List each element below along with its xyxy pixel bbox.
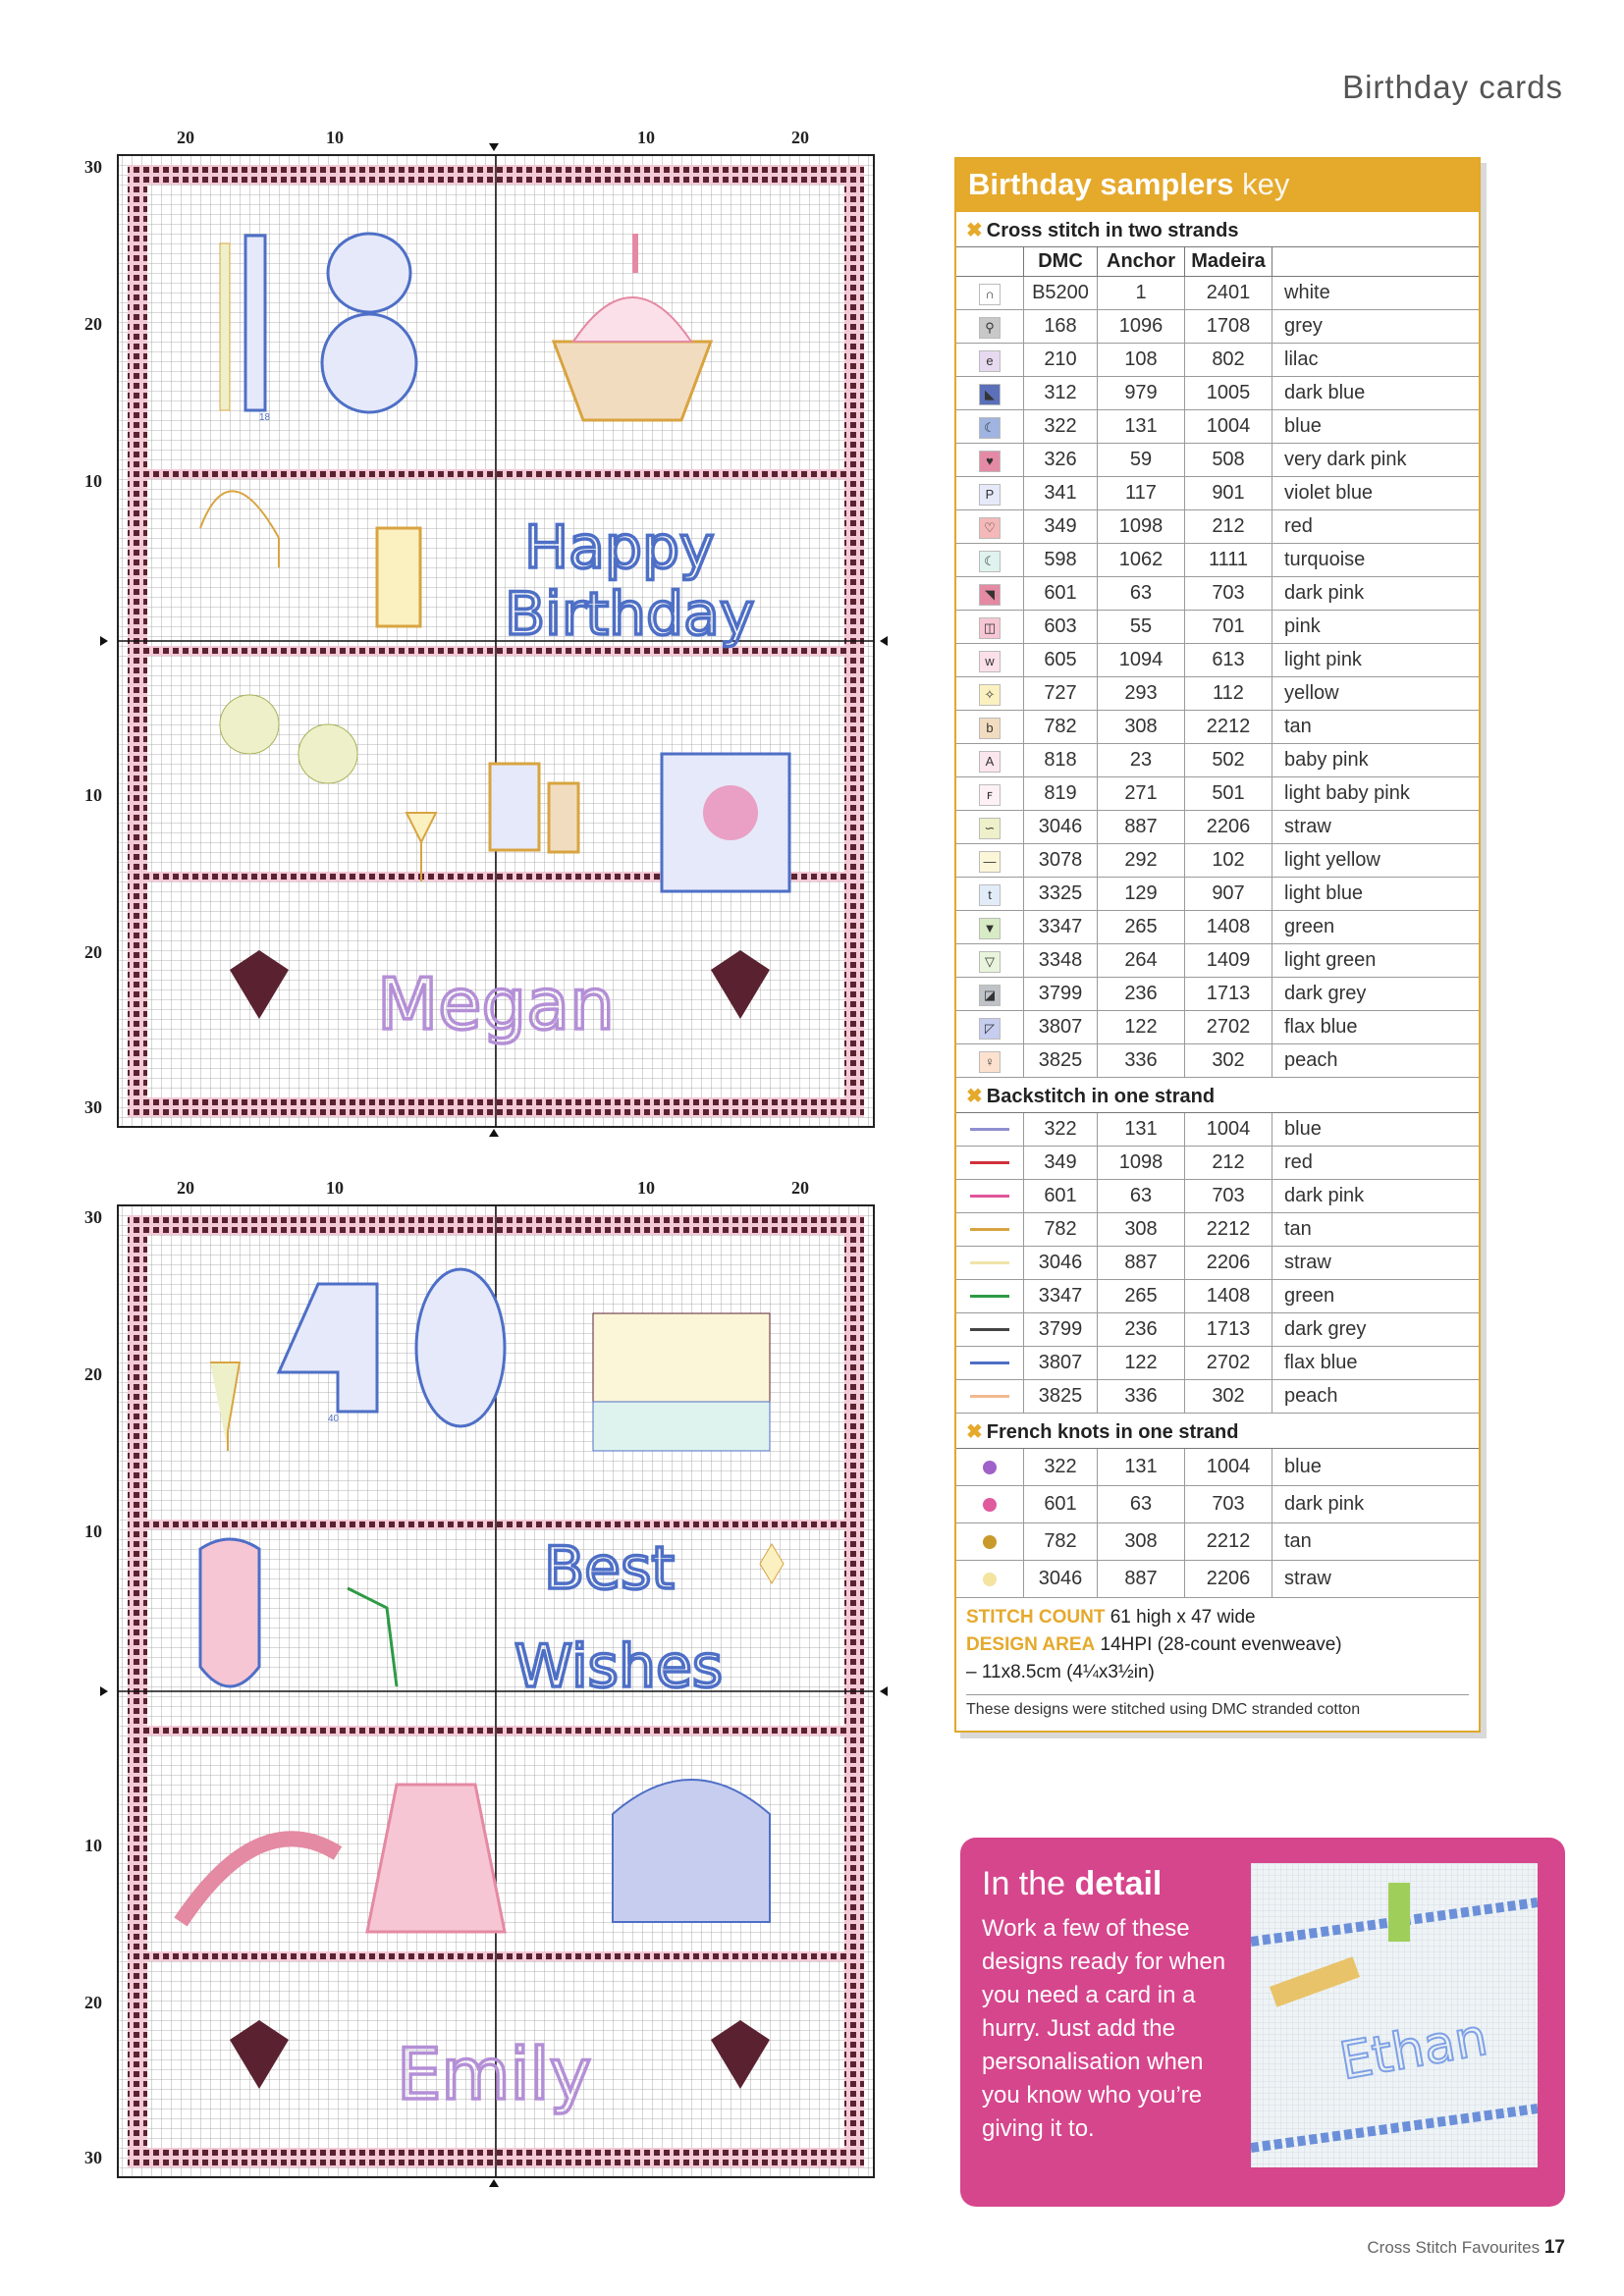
thread-key-panel [954, 157, 1481, 1733]
key-title: Birthday samplers key [956, 159, 1479, 212]
backstitch-row [956, 1313, 1479, 1347]
thread-colour-name: dark pink [1272, 577, 1480, 611]
thread-madeira: 701 [1185, 611, 1272, 644]
french-knots-heading: ✖ French knots in one strand [956, 1414, 1479, 1449]
cross-stitch-row [956, 410, 1479, 444]
thread-anchor: 1096 [1098, 310, 1185, 344]
greeting-best: Best [544, 1534, 675, 1603]
chart-40-emily [82, 1176, 897, 2207]
thread-madeira: 212 [1185, 510, 1272, 544]
name-megan: Megan [377, 963, 615, 1045]
thread-madeira: 112 [1185, 677, 1272, 711]
backstitch-line-icon [970, 1228, 1009, 1231]
thread-anchor: 23 [1098, 744, 1185, 777]
cake-icon [593, 1313, 770, 1402]
symbol-icon: ▽ [979, 951, 1001, 973]
cross-stitch-row [956, 477, 1479, 510]
thread-anchor: 1094 [1098, 644, 1185, 677]
thread-madeira: 2212 [1185, 1213, 1272, 1247]
chart-number: 40 [328, 1414, 340, 1424]
detail-title: In the detail [982, 1865, 1163, 1902]
symbol-icon: ♥ [979, 451, 1001, 472]
thread-anchor: 122 [1098, 1347, 1185, 1380]
thread-colour-name: blue [1272, 1449, 1480, 1486]
thread-anchor: 292 [1098, 844, 1185, 878]
backstitch-heading: ✖ Backstitch in one strand [956, 1078, 1479, 1113]
thread-dmc: 3807 [1024, 1011, 1098, 1044]
backstitch-line-icon [970, 1328, 1009, 1331]
thread-dmc: 3046 [1024, 811, 1098, 844]
thread-note: These designs were stitched using DMC stranded cotton [966, 1694, 1469, 1731]
stitched-card-photo [1251, 1863, 1538, 2167]
thread-anchor: 293 [1098, 677, 1185, 711]
thread-dmc: 3325 [1024, 878, 1098, 911]
thread-dmc: 168 [1024, 310, 1098, 344]
axis-left-20b: 20 [84, 942, 102, 962]
french-knot-row [956, 1523, 1479, 1561]
thread-madeira: 2212 [1185, 711, 1272, 744]
cross-stitch-row [956, 811, 1479, 844]
thread-colour-name: red [1272, 510, 1480, 544]
backstitch-row [956, 1347, 1479, 1380]
running-head: Birthday cards [1342, 69, 1563, 105]
symbol-icon: ♀ [979, 1051, 1001, 1073]
axis-top-20-right: 20 [791, 1178, 809, 1198]
stitch-info: STITCH COUNT 61 high x 47 wide DESIGN AREA 14HPI (28-count evenweave) – 11x8.5cm (4¼x3½in) [966, 1607, 1342, 1682]
cross-stitch-row [956, 277, 1479, 310]
thread-colour-name: yellow [1272, 677, 1480, 711]
center-marker-left [100, 636, 108, 646]
thread-anchor: 131 [1098, 1449, 1185, 1486]
french-knot-row [956, 1486, 1479, 1523]
thread-colour-name: light baby pink [1272, 777, 1480, 811]
symbol-icon: ☾ [979, 417, 1001, 439]
thread-colour-name: green [1272, 911, 1480, 944]
axis-left-20b: 20 [84, 1993, 102, 2012]
thread-madeira: 1111 [1185, 544, 1272, 577]
thread-anchor: 236 [1098, 978, 1185, 1011]
cross-stitch-row [956, 777, 1479, 811]
backstitch-row [956, 1247, 1479, 1280]
thread-colour-name: light pink [1272, 644, 1480, 677]
chart-2-svg [82, 1176, 897, 2207]
number-eight-top [328, 234, 410, 312]
thread-colour-name: dark grey [1272, 1313, 1480, 1347]
thread-dmc: 3046 [1024, 1247, 1098, 1280]
thread-madeira: 1408 [1185, 1280, 1272, 1313]
number-one [245, 236, 265, 410]
greeting-happy: Happy [524, 513, 715, 582]
thread-dmc: 727 [1024, 677, 1098, 711]
thread-dmc: 3046 [1024, 1561, 1098, 1598]
symbol-icon: A [979, 751, 1001, 773]
thread-dmc: 322 [1024, 1449, 1098, 1486]
thread-dmc: 349 [1024, 510, 1098, 544]
thread-anchor: 63 [1098, 577, 1185, 611]
number-zero [416, 1269, 505, 1426]
backstitch-row [956, 1147, 1479, 1180]
thread-dmc: 349 [1024, 1147, 1098, 1180]
thread-madeira: 2206 [1185, 1561, 1272, 1598]
french-knot-row [956, 1449, 1479, 1486]
thread-dmc: 601 [1024, 1486, 1098, 1523]
thread-anchor: 336 [1098, 1044, 1185, 1078]
thread-colour-name: peach [1272, 1044, 1480, 1078]
thread-dmc: 819 [1024, 777, 1098, 811]
symbol-icon: w [979, 651, 1001, 672]
cross-stitch-row [956, 911, 1479, 944]
symbol-icon: ◸ [979, 1018, 1001, 1040]
thread-anchor: 887 [1098, 1561, 1185, 1598]
handbag-icon [613, 1780, 770, 1922]
thread-madeira: 1004 [1185, 410, 1272, 444]
name-emily: Emily [397, 2033, 592, 2115]
thread-anchor: 271 [1098, 777, 1185, 811]
symbol-icon: ꜰ [979, 784, 1001, 806]
photo-name: Ethan [1335, 2007, 1492, 2092]
axis-left-30: 30 [84, 1207, 102, 1227]
thread-colour-name: flax blue [1272, 1011, 1480, 1044]
thread-anchor: 265 [1098, 911, 1185, 944]
cross-stitch-row [956, 310, 1479, 344]
axis-left-30b: 30 [84, 1097, 102, 1117]
thread-madeira: 1004 [1185, 1113, 1272, 1147]
axis-left-10b: 10 [84, 1836, 102, 1855]
thread-dmc: 605 [1024, 644, 1098, 677]
thread-madeira: 1004 [1185, 1449, 1272, 1486]
thread-anchor: 887 [1098, 1247, 1185, 1280]
thread-madeira: 901 [1185, 477, 1272, 510]
cross-stitch-row [956, 544, 1479, 577]
thread-anchor: 122 [1098, 1011, 1185, 1044]
center-marker-top [489, 143, 499, 151]
backstitch-line-icon [970, 1195, 1009, 1198]
symbol-icon: — [979, 851, 1001, 873]
thread-colour-name: very dark pink [1272, 444, 1480, 477]
thread-madeira: 907 [1185, 878, 1272, 911]
thread-madeira: 2206 [1185, 811, 1272, 844]
cross-stitch-row [956, 611, 1479, 644]
perfume-bottle-icon [490, 764, 539, 850]
axis-left-30: 30 [84, 157, 102, 177]
axis-top-20-left: 20 [177, 1178, 194, 1198]
center-marker-bottom [489, 1129, 499, 1137]
symbol-icon: ♡ [979, 517, 1001, 539]
thread-dmc: 603 [1024, 611, 1098, 644]
cross-stitch-row [956, 444, 1479, 477]
cross-stitch-row [956, 711, 1479, 744]
axis-left-30b: 30 [84, 2148, 102, 2167]
thread-madeira: 212 [1185, 1147, 1272, 1180]
thread-madeira: 2702 [1185, 1011, 1272, 1044]
thread-anchor: 264 [1098, 944, 1185, 978]
cross-stitch-row [956, 644, 1479, 677]
cake-plate-icon [593, 1402, 770, 1451]
thread-anchor: 63 [1098, 1486, 1185, 1523]
lipstick-icon [549, 783, 578, 852]
cupcake-case [554, 342, 711, 420]
thread-dmc: 782 [1024, 711, 1098, 744]
thread-anchor: 336 [1098, 1380, 1185, 1414]
thread-madeira: 2702 [1185, 1347, 1272, 1380]
chart-1-svg [82, 126, 897, 1156]
thread-madeira: 501 [1185, 777, 1272, 811]
french-knot-icon [983, 1535, 997, 1549]
thread-dmc: 601 [1024, 577, 1098, 611]
thread-madeira: 302 [1185, 1044, 1272, 1078]
center-marker-left [100, 1686, 108, 1696]
thread-colour-name: pink [1272, 611, 1480, 644]
cross-stitch-row [956, 344, 1479, 377]
thread-madeira: 2206 [1185, 1247, 1272, 1280]
cross-stitch-row [956, 510, 1479, 544]
thread-colour-name: flax blue [1272, 1347, 1480, 1380]
backstitch-line-icon [970, 1161, 1009, 1164]
symbol-icon: ◥ [979, 584, 1001, 606]
cross-stitch-row [956, 978, 1479, 1011]
thread-anchor: 1062 [1098, 544, 1185, 577]
french-knots-table [956, 1449, 1479, 1598]
center-marker-right [880, 636, 888, 646]
thread-madeira: 508 [1185, 444, 1272, 477]
chart-number: 18 [259, 412, 271, 423]
symbol-icon: ◪ [979, 985, 1001, 1006]
thread-anchor: 108 [1098, 344, 1185, 377]
cross-stitch-row [956, 677, 1479, 711]
backstitch-line-icon [970, 1362, 1009, 1364]
thread-dmc: 782 [1024, 1213, 1098, 1247]
thread-dmc: 3799 [1024, 1313, 1098, 1347]
number-eight-bottom [322, 314, 416, 412]
thread-anchor: 265 [1098, 1280, 1185, 1313]
thread-dmc: 3807 [1024, 1347, 1098, 1380]
detail-text: Work a few of these designs ready for when you need a card in a hurry. Just add the personalisation when you know who you’re giving it to. [982, 1915, 1226, 2142]
thread-dmc: 3348 [1024, 944, 1098, 978]
chart-18-megan [82, 126, 897, 1156]
dress-form-icon [200, 1539, 259, 1686]
thread-colour-name: straw [1272, 1247, 1480, 1280]
thread-madeira: 703 [1185, 577, 1272, 611]
thread-dmc: 3347 [1024, 911, 1098, 944]
thread-anchor: 236 [1098, 1313, 1185, 1347]
cross-stitch-row [956, 944, 1479, 978]
thread-dmc: 326 [1024, 444, 1098, 477]
thread-madeira: 102 [1185, 844, 1272, 878]
greeting-wishes: Wishes [514, 1632, 724, 1701]
thread-anchor: 131 [1098, 410, 1185, 444]
thread-anchor: 129 [1098, 878, 1185, 911]
french-knot-icon [983, 1573, 997, 1586]
thread-madeira: 613 [1185, 644, 1272, 677]
col-dmc: DMC [1024, 247, 1098, 277]
thread-colour-name: tan [1272, 1523, 1480, 1561]
thread-madeira: 802 [1185, 344, 1272, 377]
thread-dmc: 3078 [1024, 844, 1098, 878]
thread-colour-name: light yellow [1272, 844, 1480, 878]
thread-colour-name: dark grey [1272, 978, 1480, 1011]
thread-anchor: 887 [1098, 811, 1185, 844]
thread-colour-name: dark pink [1272, 1486, 1480, 1523]
backstitch-row [956, 1213, 1479, 1247]
thread-colour-name: dark blue [1272, 377, 1480, 410]
thread-madeira: 1713 [1185, 1313, 1272, 1347]
thread-colour-name: white [1272, 277, 1480, 310]
cross-stitch-row [956, 1011, 1479, 1044]
phone-icon [377, 528, 420, 626]
axis-left-10: 10 [84, 471, 102, 491]
thread-dmc: 3825 [1024, 1380, 1098, 1414]
thread-colour-name: red [1272, 1147, 1480, 1180]
center-marker-bottom [489, 2179, 499, 2187]
thread-colour-name: baby pink [1272, 744, 1480, 777]
col-madeira: Madeira [1185, 247, 1272, 277]
thread-anchor: 117 [1098, 477, 1185, 510]
thread-colour-name: grey [1272, 310, 1480, 344]
backstitch-line-icon [970, 1261, 1009, 1264]
thread-anchor: 308 [1098, 1213, 1185, 1247]
thread-colour-name: light blue [1272, 878, 1480, 911]
thread-madeira: 1713 [1185, 978, 1272, 1011]
symbol-icon: e [979, 350, 1001, 372]
cross-stitch-heading: ✖ Cross stitch in two strands [956, 212, 1479, 247]
axis-top-10-left: 10 [326, 1178, 344, 1198]
symbol-icon: ☾ [979, 551, 1001, 572]
symbol-icon: ✧ [979, 684, 1001, 706]
thread-madeira: 703 [1185, 1180, 1272, 1213]
cross-stitch-row [956, 744, 1479, 777]
thread-madeira: 2401 [1185, 277, 1272, 310]
page-footer: Cross Stitch Favourites 17 [1367, 2237, 1565, 2258]
champagne-glass-icon [220, 243, 230, 410]
thread-anchor: 308 [1098, 711, 1185, 744]
thread-anchor: 59 [1098, 444, 1185, 477]
thread-madeira: 1005 [1185, 377, 1272, 410]
thread-madeira: 1408 [1185, 911, 1272, 944]
backstitch-row [956, 1280, 1479, 1313]
candle-icon [632, 234, 638, 273]
thread-madeira: 502 [1185, 744, 1272, 777]
thread-dmc: 341 [1024, 477, 1098, 510]
backstitch-line-icon [970, 1395, 1009, 1398]
thread-colour-name: dark pink [1272, 1180, 1480, 1213]
symbol-icon: ⚲ [979, 317, 1001, 339]
cross-stitch-row [956, 878, 1479, 911]
backstitch-row [956, 1113, 1479, 1147]
thread-dmc: 3347 [1024, 1280, 1098, 1313]
cross-stitch-row [956, 844, 1479, 878]
thread-anchor: 1098 [1098, 1147, 1185, 1180]
axis-top-20-right: 20 [791, 128, 809, 147]
thread-dmc: 322 [1024, 1113, 1098, 1147]
thread-dmc: 601 [1024, 1180, 1098, 1213]
thread-anchor: 308 [1098, 1523, 1185, 1561]
thread-dmc: 782 [1024, 1523, 1098, 1561]
symbol-icon: t [979, 884, 1001, 906]
thread-dmc: 818 [1024, 744, 1098, 777]
symbol-icon: ◫ [979, 617, 1001, 639]
in-the-detail-box [960, 1838, 1565, 2207]
axis-left-20: 20 [84, 314, 102, 334]
thread-dmc: 598 [1024, 544, 1098, 577]
col-anchor: Anchor [1098, 247, 1185, 277]
thread-colour-name: peach [1272, 1380, 1480, 1414]
thread-anchor: 63 [1098, 1180, 1185, 1213]
thread-colour-name: tan [1272, 1213, 1480, 1247]
backstitch-line-icon [970, 1128, 1009, 1131]
french-knot-icon [983, 1461, 997, 1474]
thread-colour-name: tan [1272, 711, 1480, 744]
cross-stitch-row [956, 377, 1479, 410]
symbol-icon: ▼ [979, 918, 1001, 939]
thread-madeira: 703 [1185, 1486, 1272, 1523]
thread-dmc: 3799 [1024, 978, 1098, 1011]
thread-dmc: B5200 [1024, 277, 1098, 310]
thread-anchor: 1 [1098, 277, 1185, 310]
thread-colour-name: violet blue [1272, 477, 1480, 510]
french-knot-row [956, 1561, 1479, 1598]
axis-left-10: 10 [84, 1522, 102, 1541]
thread-colour-name: blue [1272, 1113, 1480, 1147]
backstitch-row [956, 1180, 1479, 1213]
calendar-heart-icon [703, 785, 758, 840]
cross-stitch-row [956, 577, 1479, 611]
axis-left-20: 20 [84, 1364, 102, 1384]
axis-top-10-left: 10 [326, 128, 344, 147]
backstitch-row [956, 1380, 1479, 1414]
thread-dmc: 3825 [1024, 1044, 1098, 1078]
cross-stitch-table [956, 247, 1479, 1078]
thread-dmc: 322 [1024, 410, 1098, 444]
thread-colour-name: straw [1272, 811, 1480, 844]
symbol-icon: b [979, 718, 1001, 739]
thread-colour-name: lilac [1272, 344, 1480, 377]
thread-colour-name: green [1272, 1280, 1480, 1313]
thread-madeira: 302 [1185, 1380, 1272, 1414]
center-marker-right [880, 1686, 888, 1696]
thread-dmc: 210 [1024, 344, 1098, 377]
thread-madeira: 1409 [1185, 944, 1272, 978]
cd-icon-2 [298, 724, 357, 783]
greeting-birthday: Birthday [505, 580, 755, 649]
thread-anchor: 1098 [1098, 510, 1185, 544]
axis-top-10-right: 10 [637, 128, 655, 147]
cross-stitch-row [956, 1044, 1479, 1078]
thread-anchor: 131 [1098, 1113, 1185, 1147]
symbol-icon: P [979, 484, 1001, 506]
axis-top-10-right: 10 [637, 1178, 655, 1198]
thread-anchor: 55 [1098, 611, 1185, 644]
backstitch-line-icon [970, 1295, 1009, 1298]
thread-anchor: 979 [1098, 377, 1185, 410]
cd-icon [220, 695, 279, 754]
thread-colour-name: blue [1272, 410, 1480, 444]
thread-colour-name: light green [1272, 944, 1480, 978]
axis-top-20-left: 20 [177, 128, 194, 147]
symbol-icon: ∩ [979, 284, 1001, 305]
french-knot-icon [983, 1498, 997, 1512]
thread-dmc: 312 [1024, 377, 1098, 410]
thread-colour-name: turquoise [1272, 544, 1480, 577]
symbol-icon: ◣ [979, 384, 1001, 405]
thread-madeira: 2212 [1185, 1523, 1272, 1561]
thread-madeira: 1708 [1185, 310, 1272, 344]
symbol-icon: ∽ [979, 818, 1001, 839]
thread-colour-name: straw [1272, 1561, 1480, 1598]
backstitch-table [956, 1113, 1479, 1414]
axis-left-10b: 10 [84, 785, 102, 805]
